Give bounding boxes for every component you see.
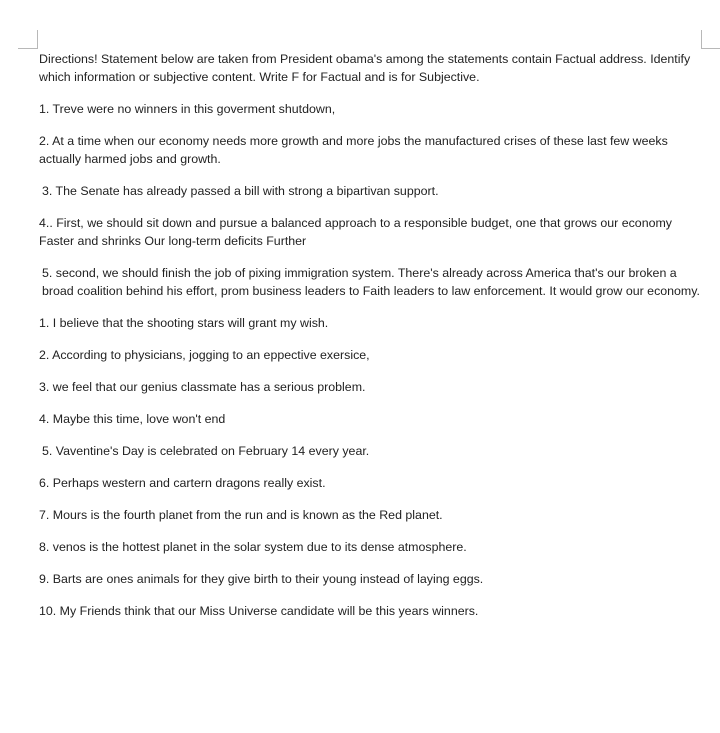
statement-item-8: 3. we feel that our genius classmate has a serious problem. <box>39 380 366 394</box>
statement-item-14: 9. Barts are ones animals for they give birth to their young instead of laying eggs. <box>39 572 484 586</box>
document-body <box>39 50 701 634</box>
statement-item-11: 6. Perhaps western and cartern dragons really exist. <box>39 476 326 490</box>
statement-item-1: 1. Treve were no winners in this goverment shutdown, <box>39 102 336 116</box>
statement-item-15: 10. My Friends think that our Miss Universe candidate will be this years winners. <box>39 604 479 618</box>
statement-item-7: 2. According to physicians, jogging to an eppective exersice, <box>39 348 370 362</box>
statement-item-5: 5. second, we should finish the job of pixing immigration system. There's already across America that's our broken a broad coalition behind his effort, prom business leaders to Faith leaders to law enforcement. It would grow our economy. <box>42 266 700 298</box>
statement-item-4: 4.. First, we should sit down and pursue a balanced approach to a responsible budget, one that grows our economy Faster and shrinks Our long-term deficits Further <box>39 216 672 248</box>
statement-item-3: 3. The Senate has already passed a bill with strong a bipartivan support. <box>42 184 439 198</box>
statement-item-13: 8. venos is the hottest planet in the solar system due to its dense atmosphere. <box>39 540 467 554</box>
statement-item-2: 2. At a time when our economy needs more growth and more jobs the manufactured crises of these last few weeks actually harmed jobs and growth. <box>39 134 668 166</box>
statement-item-6: 1. I believe that the shooting stars will grant my wish. <box>39 316 329 330</box>
top-right-crop-mark <box>701 30 720 49</box>
statement-item-9: 4. Maybe this time, love won't end <box>39 412 226 426</box>
statement-item-10: 5. Vaventine's Day is celebrated on February 14 every year. <box>42 444 370 458</box>
directions-paragraph: Directions! Statement below are taken from President obama's among the statements contain Factual address. Identify which information or subjective content. Write F for Factual and is for Subjective. <box>39 52 691 84</box>
top-left-crop-mark <box>18 30 38 49</box>
statement-item-12: 7. Mours is the fourth planet from the run and is known as the Red planet. <box>39 508 443 522</box>
